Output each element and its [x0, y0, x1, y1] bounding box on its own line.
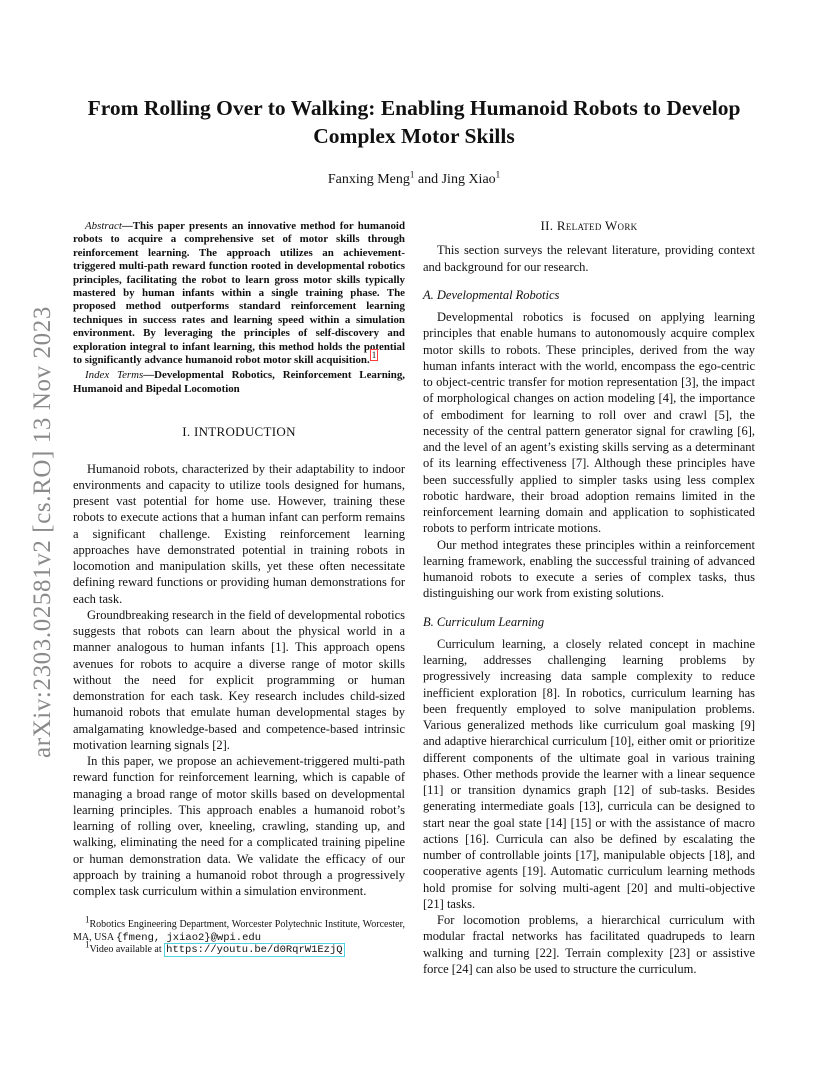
footnote-2-mark: 1 — [85, 939, 90, 950]
index-terms-dash: — — [143, 369, 155, 382]
related-intro-paragraph: This section surveys the relevant literature, providing context and background for our research. — [423, 243, 755, 274]
footnote-1-text: Robotics Engineering Department, Worcester Polytechnic Institute, Worcester, MA, USA — [73, 919, 405, 943]
left-column — [73, 214, 405, 957]
index-terms-label: Index Terms — [85, 369, 144, 382]
index-terms-text: Developmental Robotics, Reinforcement Learning, Humanoid and Bipedal Locomotion — [73, 369, 405, 395]
intro-paragraph-1: Humanoid robots, characterized by their adaptability to indoor environments and capacity to utilize tools designed for humans, present vast potential for home use. However, training these robots to execute actions that a human infant can perform remains a significant challenge. Existing reinforcement learning approaches have demonstrated potential in training robots in locomotion and manipulation skills, yet these often necessitate defining reward functions or providing human demonstrations for each task. — [73, 461, 405, 606]
paper-title — [60, 94, 768, 150]
author-and: and — [414, 172, 442, 187]
footnote-video — [73, 939, 405, 957]
index-terms — [73, 369, 405, 396]
section-1-heading: I. INTRODUCTION — [182, 424, 296, 440]
abstract-dash: — — [121, 220, 133, 232]
subsection-b-heading: B. Curriculum Learning — [423, 614, 545, 629]
footnote-affiliation — [73, 914, 405, 944]
right-column — [423, 214, 755, 977]
abstract-footnote-link[interactable]: 1 — [371, 350, 377, 361]
title-line-2: Complex Motor Skills — [313, 124, 515, 148]
intro-paragraph-3: In this paper, we propose an achievement-triggered multi-path reward function for reinforcement learning, which is capable of managing a broad range of motor skills based on developmental learning principles. This approach enables a humanoid robot’s learning of rolling over, kneeling, crawling, standing up, and walking, eliminating the need for a complicated training pipeline or human demonstration data. We validate the efficacy of our approach by training a humanoid robot through a progressively complex task curriculum within a simulation environment. — [73, 754, 405, 899]
author-line — [60, 169, 768, 188]
author-1: Fanxing Meng — [327, 172, 410, 187]
footnote-2-text: Video available at — [89, 944, 165, 956]
curriculum-paragraph-2: For locomotion problems, a hierarchical curriculum with modular fractal networks has facilitated quadrupeds to learn walking and turning [22]. Terrain complexity [23] or assistive force [24] can also be used to structure the curriculum. — [423, 913, 755, 976]
video-url-link[interactable]: https://youtu.be/d0RqrW1EzjQ — [166, 944, 343, 957]
title-line-1: From Rolling Over to Walking: Enabling Humanoid Robots to Develop — [87, 96, 741, 120]
abstract-label: Abstract — [85, 220, 122, 232]
footnote-1-mark: 1 — [85, 914, 90, 925]
intro-paragraph-2: Groundbreaking research in the field of developmental robotics suggests that robots can learn about the physical world in a manner analogous to human infants [1]. This approach opens avenues for robots to acquire a diverse range of motor skills without the need for explicit programming or human demonstration for each task. Key research includes child-sized humanoid robots that emulate human developmental stages by amalgamating knowledge-based and competence-based intrinsic motivation learning signals [2]. — [73, 607, 405, 752]
arxiv-stamp-text: arXiv:2303.02581v2 [cs.RO] 13 Nov 2023 — [29, 306, 56, 758]
author-2-affiliation: 1 — [495, 169, 501, 180]
devrob-paragraph-2: Our method integrates these principles within a reinforcement learning framework, enabling the successful training of advanced humanoid robots to execute a series of complex tasks, thus distinguishing our work from existing solutions. — [423, 537, 755, 601]
devrob-paragraph-1: Developmental robotics is focused on applying learning principles that enable humans to autonomously acquire complex motor skills to robots. These principles, derived from the way human infants interact with the world, encompass the ego-centric to object-centric transfer for motion representation [3], the impact of morphological changes on action modeling [4], the importance of embodiment for learning to roll over and crawl [5], the necessity of the central pattern generator signal for crawling [6], and the level of an agent’s existing skills serving as a determinant of its learning effectiveness [7]. Although these principles have been successfully applied to simpler tasks using less complex robotic hardware, their broad adoption remains limited in the reinforcement learning domain and application to sophisticated robots to perform intricate motions. — [423, 310, 755, 536]
author-2: Jing Xiao — [441, 172, 496, 187]
author-1-affiliation: 1 — [409, 169, 415, 180]
subsection-a-heading: A. Developmental Robotics — [423, 287, 560, 302]
curriculum-paragraph-1: Curriculum learning, a closely related concept in machine learning, addresses challenging learning problems by progressively increasing data sample complexity to reduce inefficient exploration [8]. In robotics, curriculum learning has been frequently employed to solve manipulation problems. Various generalized methods like curriculum goal masking [9] and adaptive hierarchical curriculum [10], either omit or prioritize different components of the ultimate goal in various training phases. Other methods provide the learner with a linear sequence [11] or transition dynamics graph [12] of sub-tasks. Besides generating intermediate goals [13], curricula can be designed to start near the goal state [14] [15] or with the assistance of macro actions [16]. Curricula can also be defined by escalating the number of controllable joints [17], manipulable objects [18], and cooperative agents [19]. Automatic curriculum learning methods hold promise for solving multi-agent [20] and multi-objective [21] tasks. — [423, 636, 755, 911]
section-2-title: Related Work — [556, 218, 638, 233]
arxiv-stamp — [20, 282, 60, 762]
section-2-number: II. — [540, 218, 557, 233]
abstract — [73, 220, 405, 367]
footnotes — [73, 914, 405, 957]
footnote-email: {fmeng, jxiao2}@wpi.edu — [116, 931, 262, 944]
section-2-heading — [423, 218, 755, 234]
abstract-text: This paper presents an innovative method for humanoid robots to acquire a comprehensive set of motor skills through reinforcement learning. The approach utilizes an achievement-triggered multi-path reward function rooted in developmental robotics principles, facilitating the robot to learn gross motor skills typically mastered by human infants within a single training phase. The proposed method outperforms standard reinforcement learning techniques in success rates and learning speed within a simulation environment. By leveraging the principles of self-discovery and exploration integral to infant learning, this method holds the potential to significantly advance humanoid robot motor skill acquisition. — [73, 220, 405, 367]
